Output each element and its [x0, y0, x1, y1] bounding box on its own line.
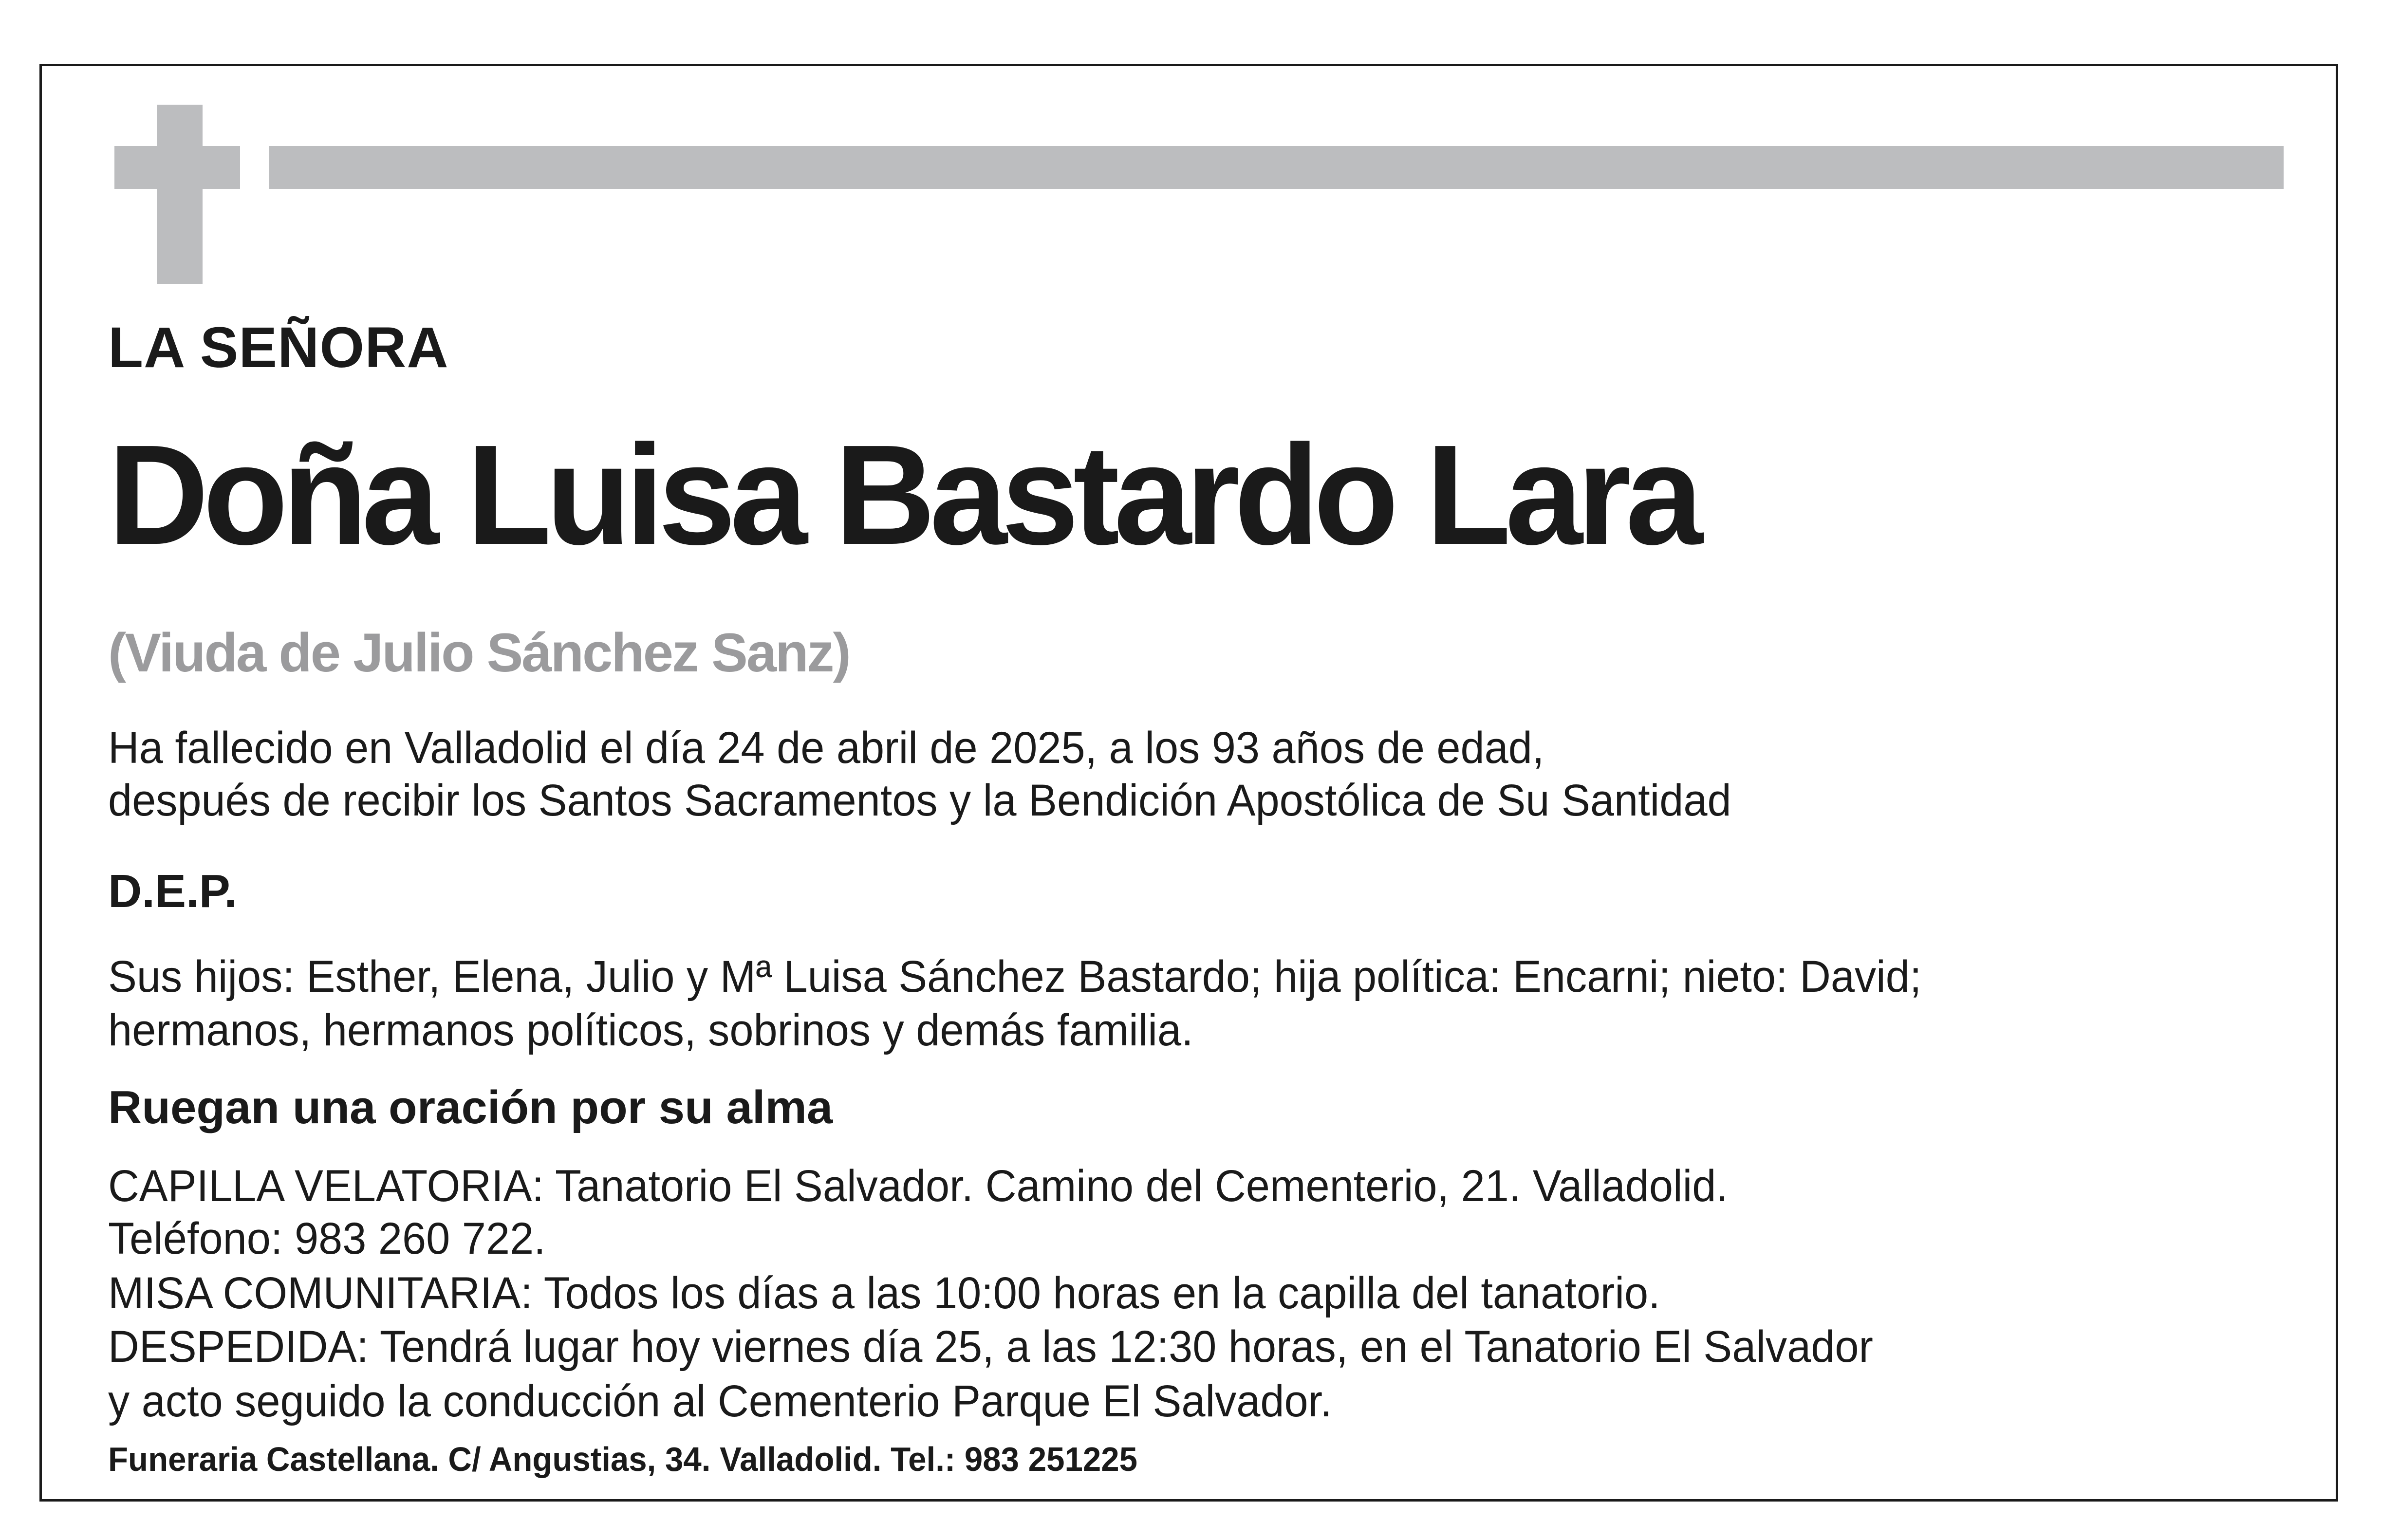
family-line-2: hermanos, hermanos políticos, sobrinos y demás familia.	[108, 1005, 1193, 1055]
funeral-home-footer: Funeraria Castellana. C/ Angustias, 34. Valladolid. Tel.: 983 251225	[108, 1440, 1137, 1478]
rip-label: D.E.P.	[108, 865, 238, 917]
announcement-line-1: Ha fallecido en Valladolid el día 24 de abril de 2025, a los 93 años de edad,	[108, 723, 1544, 773]
announcement-line-2: después de recibir los Santos Sacramentos y la Bendición Apostólica de Su Santidad	[108, 776, 1731, 825]
details-line-3: MISA COMUNITARIA: Todos los días a las 10:00 horas en la capilla del tanatorio.	[108, 1268, 1660, 1318]
details-line-1: CAPILLA VELATORIA: Tanatorio El Salvador. Camino del Cementerio, 21. Valladolid.	[108, 1161, 1728, 1211]
cross-horizontal-bar	[114, 146, 240, 189]
family-line-1: Sus hijos: Esther, Elena, Julio y Mª Luisa Sánchez Bastardo; hija política: Encarni; nieto: David;	[108, 952, 1922, 1002]
deceased-name: Doña Luisa Bastardo Lara	[108, 415, 1697, 574]
details-line-2: Teléfono: 983 260 722.	[108, 1214, 546, 1263]
widow-subtitle: (Viuda de Julio Sánchez Sanz)	[108, 622, 850, 683]
header-rule	[269, 146, 2284, 189]
details-line-4: DESPEDIDA: Tendrá lugar hoy viernes día 25, a las 12:30 horas, en el Tanatorio El Salvador	[108, 1322, 1873, 1372]
details-line-5: y acto seguido la conducción al Cementerio Parque El Salvador.	[108, 1376, 1332, 1426]
prayer-request: Ruegan una oración por su alma	[108, 1081, 833, 1133]
cross-vertical-bar	[157, 105, 203, 284]
honorific: LA SEÑORA	[108, 315, 449, 380]
